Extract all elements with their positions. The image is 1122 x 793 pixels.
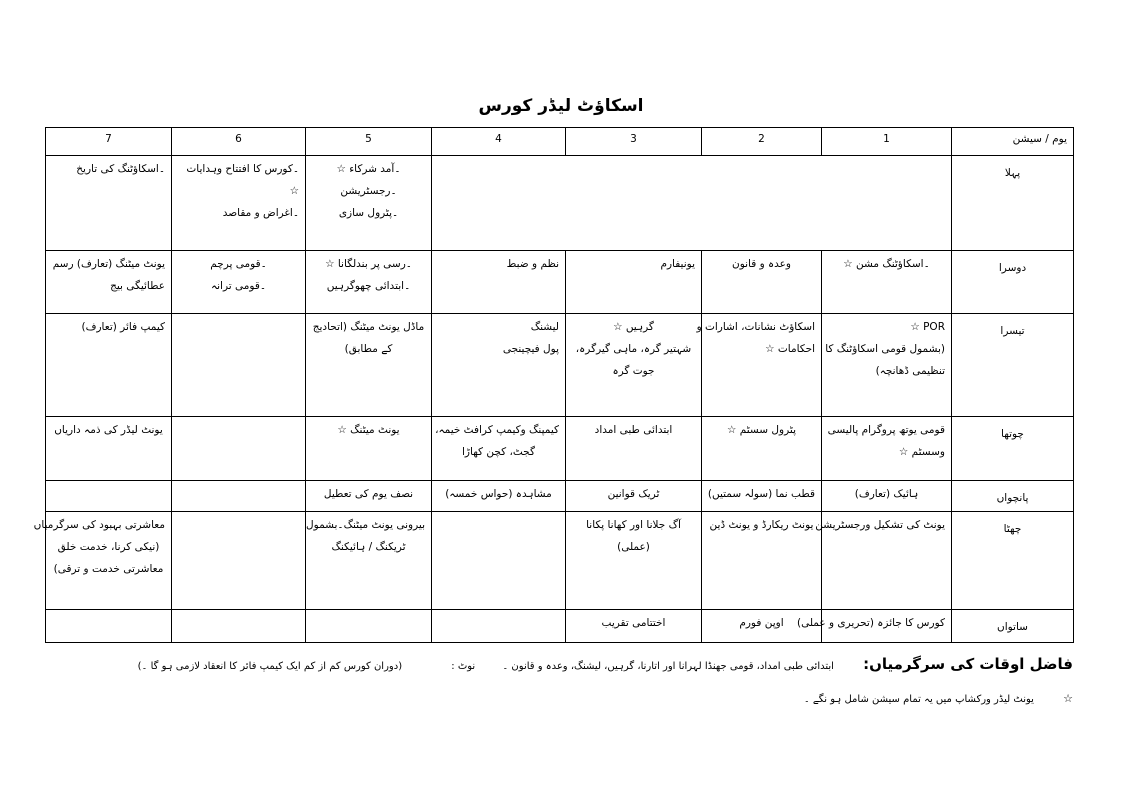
session-cell: [566, 314, 702, 417]
session-cell: [702, 250, 822, 314]
session-cell: [432, 480, 566, 512]
header-session-6: 6: [172, 128, 306, 156]
cell-line: ہائیک (تعارف): [854, 487, 919, 500]
empty-cell: [172, 610, 306, 643]
cell-line: ابتدائی طبی امداد: [594, 423, 673, 436]
empty-cell: [432, 610, 566, 643]
cell-line: ۔اسکاؤٹنگ کی تاریخ: [76, 163, 165, 175]
cell-line: قطب نما (سولہ سمتیں): [707, 487, 815, 500]
cell-line: ۔کورس کا افتتاح وہدایات: [186, 163, 299, 175]
day-cell: تیسرا: [952, 314, 1074, 417]
cell-line: ٹریک قوانین: [607, 487, 660, 500]
session-cell: [46, 250, 172, 314]
footer-activities: [45, 655, 1073, 673]
day-cell: پہلا: [952, 156, 1074, 251]
cell-line: گجٹ، کچن کھاڑا: [462, 445, 535, 458]
table-row: [46, 314, 1074, 417]
day-cell: پانچواں: [952, 480, 1074, 512]
cell-line: نظم و ضبط: [506, 257, 559, 270]
day-cell: چوتھا: [952, 416, 1074, 480]
session-cell: [46, 156, 172, 251]
cell-line: تنظیمی ڈھانچہ): [875, 365, 945, 378]
session-cell: [566, 250, 702, 314]
session-cell: [172, 250, 306, 314]
cell-line: کیمپ فائر (تعارف): [81, 321, 165, 334]
cell-line: اختتامی تقریب: [601, 617, 666, 630]
header-session-1: 1: [822, 128, 952, 156]
cell-line: کورس کا جائزہ (تحریری و عملی): [796, 617, 945, 630]
cell-line: عطائیگی بیج: [110, 279, 165, 292]
session-cell: [566, 480, 702, 512]
cell-line: نصف یوم کی تعطیل: [323, 487, 414, 500]
session-cell: [566, 416, 702, 480]
session-cell: [822, 416, 952, 480]
session-cell: [306, 314, 432, 417]
empty-cell: [172, 512, 306, 610]
session-cell: [306, 416, 432, 480]
cell-line: ۔آمد شرکاء ☆: [336, 163, 401, 175]
table-row: [46, 610, 1074, 643]
cell-line: جوت گرہ: [612, 365, 655, 378]
session-cell: [796, 610, 952, 643]
cell-line: ۔رسی پر بندلگانا ☆: [325, 257, 412, 270]
cell-line: (نیکی کرنا، خدمت خلق: [57, 541, 160, 554]
empty-cell: [432, 156, 952, 251]
empty-cell: [172, 314, 306, 417]
header-session-3: 3: [566, 128, 702, 156]
header-session-7: 7: [46, 128, 172, 156]
session-cell: [822, 480, 952, 512]
cell-line: یونٹ میٹنگ ☆: [337, 423, 400, 436]
cell-line: POR ☆: [910, 321, 945, 334]
table-row: [46, 250, 1074, 314]
footer-activities-text: ابتدائی طبی امداد، قومی جھنڈا لہرانا اور اتارنا، گرہیں، لیشنگ، وعدہ و قانون ۔: [502, 661, 834, 672]
session-cell: [702, 512, 822, 610]
header-session-2: 2: [702, 128, 822, 156]
cell-line: مشاہدہ (حواس خمسہ): [445, 487, 552, 500]
cell-line: پٹرول سسٹم ☆: [727, 423, 796, 436]
day-cell: دوسرا: [952, 250, 1074, 314]
empty-cell: [432, 512, 566, 610]
empty-cell: [172, 416, 306, 480]
session-cell: [432, 250, 566, 314]
header-row: [46, 128, 1074, 156]
table-row: [46, 512, 1074, 610]
cell-line: بیرونی یونٹ میٹنگ۔بشمول: [306, 519, 425, 532]
cell-line: شہتیر گرہ، ماہی گیرگرہ،: [575, 343, 692, 356]
cell-line: معاشرتی بہبود کی سرگرمیاں: [33, 519, 165, 532]
session-cell: [822, 314, 952, 417]
cell-line: یونیفارم: [660, 257, 695, 270]
cell-line: ماڈل یونٹ میٹنگ (اتحادیج: [312, 321, 425, 334]
schedule-table: [33, 127, 1074, 643]
cell-line: ☆: [289, 185, 299, 197]
cell-line: ۔اسکاؤٹنگ مشن ☆: [843, 257, 930, 270]
session-cell: [566, 512, 702, 610]
session-cell: [815, 512, 952, 610]
cell-line: وعدہ و قانون: [731, 257, 792, 270]
table-row: [46, 156, 1074, 251]
empty-cell: [306, 610, 432, 643]
session-cell: [46, 314, 172, 417]
session-cell: [702, 416, 822, 480]
footer-lead: فاضل اوقات کی سرگرمیاں:: [863, 655, 1073, 673]
table-row: [46, 416, 1074, 480]
cell-line: احکامات ☆: [765, 343, 815, 356]
session-cell: [33, 512, 172, 610]
session-cell: [696, 314, 822, 417]
cell-line: معاشرتی خدمت و ترقی): [53, 563, 164, 576]
session-cell: [822, 250, 952, 314]
footer-star-text: یونٹ لیڈر ورکشاپ میں یہ تمام سیشن شامل ہو نگے ۔: [803, 694, 1034, 705]
session-cell: [46, 416, 172, 480]
header-day-session: یوم / سیشن: [952, 128, 1074, 156]
cell-line: گرہیں ☆: [613, 321, 654, 334]
session-cell: [566, 610, 702, 643]
header-session-4: 4: [432, 128, 566, 156]
cell-line: قومی یوتھ پروگرام پالیسی: [827, 423, 945, 436]
empty-cell: [46, 610, 172, 643]
session-cell: [432, 416, 566, 480]
cell-line: اوپن فورم: [739, 617, 784, 630]
session-cell: [306, 512, 432, 610]
cell-line: یونٹ کی تشکیل ورجسٹریشن: [815, 519, 945, 532]
cell-line: اسکاؤٹ نشانات، اشارات و: [696, 321, 815, 334]
cell-line: ۔قومی پرچم: [210, 257, 267, 270]
session-cell: [306, 156, 432, 251]
cell-line: ۔اغراض و مقاصد: [222, 207, 299, 219]
cell-line: ۔قومی ترانہ: [210, 279, 267, 292]
session-cell: [306, 250, 432, 314]
cell-line: (عملی): [617, 541, 650, 554]
cell-line: ۔ابتدائی چھوگرہیں: [326, 279, 411, 292]
footer-note: (دوران کورس کم از کم ایک کیمپ فائر کا انعقاد لازمی ہو گا ۔): [137, 661, 403, 672]
cell-line: ۔پٹرول سازی: [338, 207, 399, 219]
table-row: [46, 480, 1074, 512]
header-session-5: 5: [306, 128, 432, 156]
cell-line: ۔رجسٹریشن: [340, 185, 397, 197]
cell-line: لیشنگ: [530, 321, 559, 334]
cell-line: آگ جلانا اور کھانا پکانا: [586, 519, 681, 532]
empty-cell: [172, 480, 306, 512]
session-cell: [306, 480, 432, 512]
cell-line: یونٹ لیڈر کی ذمہ داریاں: [54, 423, 163, 436]
cell-line: کیمپنگ وکیمپ کرافٹ خیمہ،: [435, 423, 559, 436]
day-cell: ساتواں: [952, 610, 1074, 643]
cell-line: وسسٹم ☆: [898, 445, 945, 458]
cell-line: (بشمول قومی اسکاؤٹنگ کا: [825, 343, 945, 356]
cell-line: یونٹ ریکارڈ و یونٹ ڈین: [709, 519, 814, 532]
day-cell: چھٹا: [952, 512, 1074, 610]
star-icon: ☆: [1063, 692, 1073, 705]
session-cell: [172, 156, 306, 251]
cell-line: کے مطابق): [344, 343, 393, 356]
empty-cell: [46, 480, 172, 512]
session-cell: [702, 480, 822, 512]
session-cell: [432, 314, 566, 417]
footer-star-note: [45, 692, 1073, 705]
page-title: اسکاؤٹ لیڈر کورس: [478, 96, 644, 116]
cell-line: پول فیچینجی: [502, 343, 559, 356]
footer-note-label: نوٹ :: [451, 661, 476, 672]
cell-line: ٹریکنگ / ہائیکنگ: [331, 541, 406, 554]
cell-line: یونٹ میٹنگ (تعارف) رسم: [52, 257, 165, 270]
